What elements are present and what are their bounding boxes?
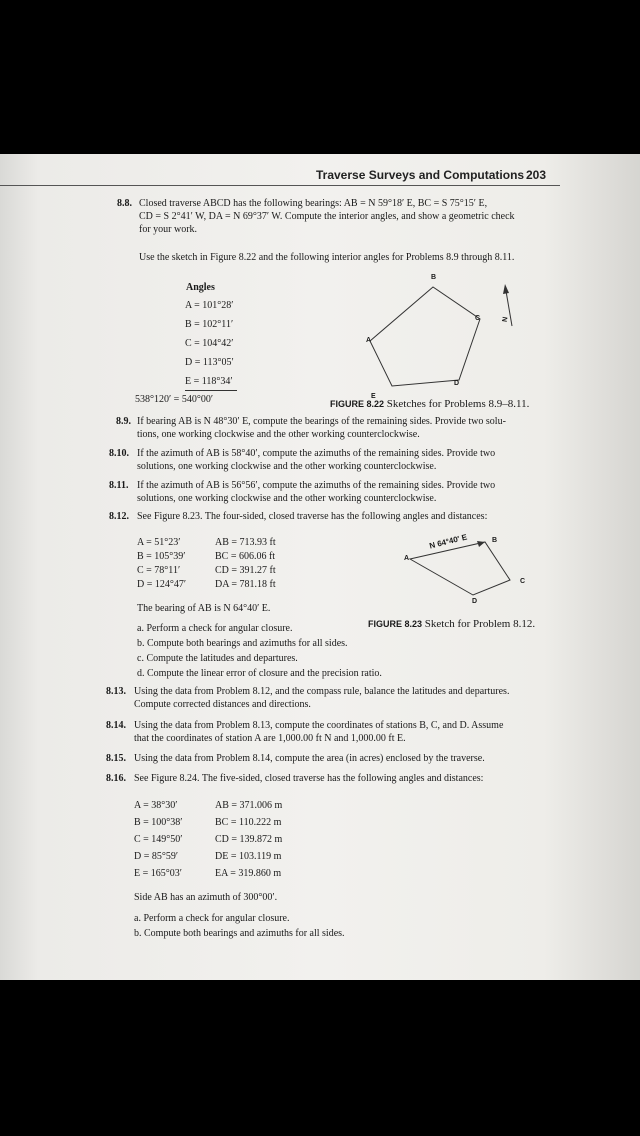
page-number: 203 — [526, 168, 547, 182]
problem-number: 8.14. — [106, 720, 126, 731]
distance-value: DE = 103.119 m — [215, 851, 282, 862]
problem-number: 8.15. — [106, 753, 126, 764]
problem-number: 8.13. — [106, 686, 126, 697]
angle-value: B = 105°39′ — [137, 551, 186, 562]
point-label: C — [520, 578, 526, 585]
point-label: D — [454, 380, 460, 387]
problem-text: Using the data from Problem 8.13, compute the coordinates of stations B, C, and D. Assume — [134, 720, 504, 731]
sub-item: d. Compute the linear error of closure and the precision ratio. — [137, 668, 382, 679]
problem-number: 8.16. — [106, 773, 126, 784]
figure-label: FIGURE 8.22 — [330, 399, 385, 409]
distance-value: CD = 139.872 m — [215, 834, 283, 845]
bearing-note: The bearing of AB is N 64°40′ E. — [137, 603, 271, 614]
sub-item: c. Compute the latitudes and departures. — [137, 653, 298, 664]
angle-row: C = 104°42′ — [185, 338, 234, 349]
problem-text: If bearing AB is N 48°30′ E, compute the bearings of the remaining sides. Provide two solu- — [137, 416, 506, 427]
point-label: B — [431, 274, 437, 281]
problem-text: Compute corrected distances and directions. — [134, 699, 311, 710]
problem-number: 8.10. — [109, 448, 129, 459]
problem-text: tions, one working clockwise and the other working counterclockwise. — [137, 429, 420, 440]
point-label: E — [371, 393, 376, 400]
figure-caption-text: Sketch for Problem 8.12. — [424, 618, 536, 630]
problem-text: Using the data from Problem 8.12, and the compass rule, balance the latitudes and departures. — [134, 686, 510, 697]
problem-text: that the coordinates of station A are 1,000.00 ft N and 1,000.00 ft E. — [134, 733, 406, 744]
point-label: A — [366, 337, 372, 344]
angle-row: E = 118°34′ — [185, 376, 233, 387]
running-header-title: Traverse Surveys and Computations — [316, 168, 525, 182]
figure-8-23-caption — [368, 618, 535, 630]
figure-caption-text: Sketches for Problems 8.9–8.11. — [386, 398, 530, 410]
header-rule — [0, 185, 560, 186]
problem-number: 8.8. — [117, 198, 132, 209]
problem-text: Closed traverse ABCD has the following bearings: AB = N 59°18′ E, BC = S 75°15′ E, — [139, 198, 488, 209]
bearing-arrow-head — [477, 541, 485, 547]
problem-text: If the azimuth of AB is 58°40′, compute the azimuths of the remaining sides. Provide two — [137, 448, 496, 459]
sub-item: a. Perform a check for angular closure. — [134, 913, 290, 924]
angle-sum: 538°120′ = 540°00′ — [135, 394, 214, 405]
distance-value: DA = 781.18 ft — [215, 579, 276, 590]
angles-title: Angles — [186, 282, 215, 293]
azimuth-note: Side AB has an azimuth of 300°00′. — [134, 892, 278, 903]
distance-value: BC = 110.222 m — [215, 817, 282, 828]
sub-item: b. Compute both bearings and azimuths for all sides. — [137, 638, 348, 649]
angle-value: D = 85°59′ — [134, 851, 179, 862]
distance-value: AB = 713.93 ft — [215, 537, 276, 548]
quad-traverse — [410, 542, 510, 595]
angle-row: D = 113°05′ — [185, 357, 234, 368]
figure-8-22-caption — [330, 398, 529, 410]
distance-value: CD = 391.27 ft — [215, 565, 276, 576]
bearing-label: N 64°40′ E — [428, 532, 469, 551]
distance-value: BC = 606.06 ft — [215, 551, 276, 562]
point-label: D — [472, 598, 478, 605]
sub-item: a. Perform a check for angular closure. — [137, 623, 293, 634]
problem-text: solutions, one working clockwise and the other working counterclockwise. — [137, 493, 437, 504]
angle-value: C = 149°50′ — [134, 834, 183, 845]
problem-text: CD = S 2°41′ W, DA = N 69°37′ W. Compute the interior angles, and show a geometric check — [139, 211, 515, 222]
intro-text: Use the sketch in Figure 8.22 and the following interior angles for Problems 8.9 through 8.11. — [139, 252, 515, 263]
point-label: C — [475, 315, 481, 322]
problem-number: 8.12. — [109, 511, 129, 522]
problem-text: for your work. — [139, 224, 198, 235]
problem-text: See Figure 8.24. The five-sided, closed traverse has the following angles and distances: — [134, 773, 484, 784]
distance-value: AB = 371.006 m — [215, 800, 283, 811]
pentagon-traverse — [370, 287, 480, 386]
north-arrow-head — [503, 284, 509, 294]
problem-text: solutions, one working clockwise and the other working counterclockwise. — [137, 461, 437, 472]
problem-text: If the azimuth of AB is 56°56′, compute the azimuths of the remaining sides. Provide two — [137, 480, 496, 491]
angle-value: D = 124°47′ — [137, 579, 187, 590]
angle-value: B = 100°38′ — [134, 817, 183, 828]
angle-value: E = 165°03′ — [134, 868, 182, 879]
angle-value: C = 78°11′ — [137, 565, 181, 576]
angle-value: A = 38°30′ — [134, 800, 178, 811]
angle-value: A = 51°23′ — [137, 537, 181, 548]
problem-number: 8.11. — [109, 480, 129, 491]
north-label: N — [501, 316, 510, 323]
point-label: B — [492, 537, 498, 544]
distance-value: EA = 319.860 m — [215, 868, 282, 879]
angle-row: A = 101°28′ — [185, 300, 234, 311]
angle-row: B = 102°11′ — [185, 319, 234, 330]
problem-text: See Figure 8.23. The four-sided, closed traverse has the following angles and distances: — [137, 511, 488, 522]
figure-8-23-sketch — [400, 532, 540, 602]
problem-text: Using the data from Problem 8.14, compute the area (in acres) enclosed by the traverse. — [134, 753, 485, 764]
point-label: A — [404, 555, 410, 562]
sub-item: b. Compute both bearings and azimuths for all sides. — [134, 928, 345, 939]
figure-8-22-sketch — [355, 264, 535, 389]
figure-label: FIGURE 8.23 — [368, 619, 423, 629]
textbook-page — [0, 154, 640, 980]
sum-rule — [185, 390, 237, 391]
problem-number: 8.9. — [116, 416, 131, 427]
